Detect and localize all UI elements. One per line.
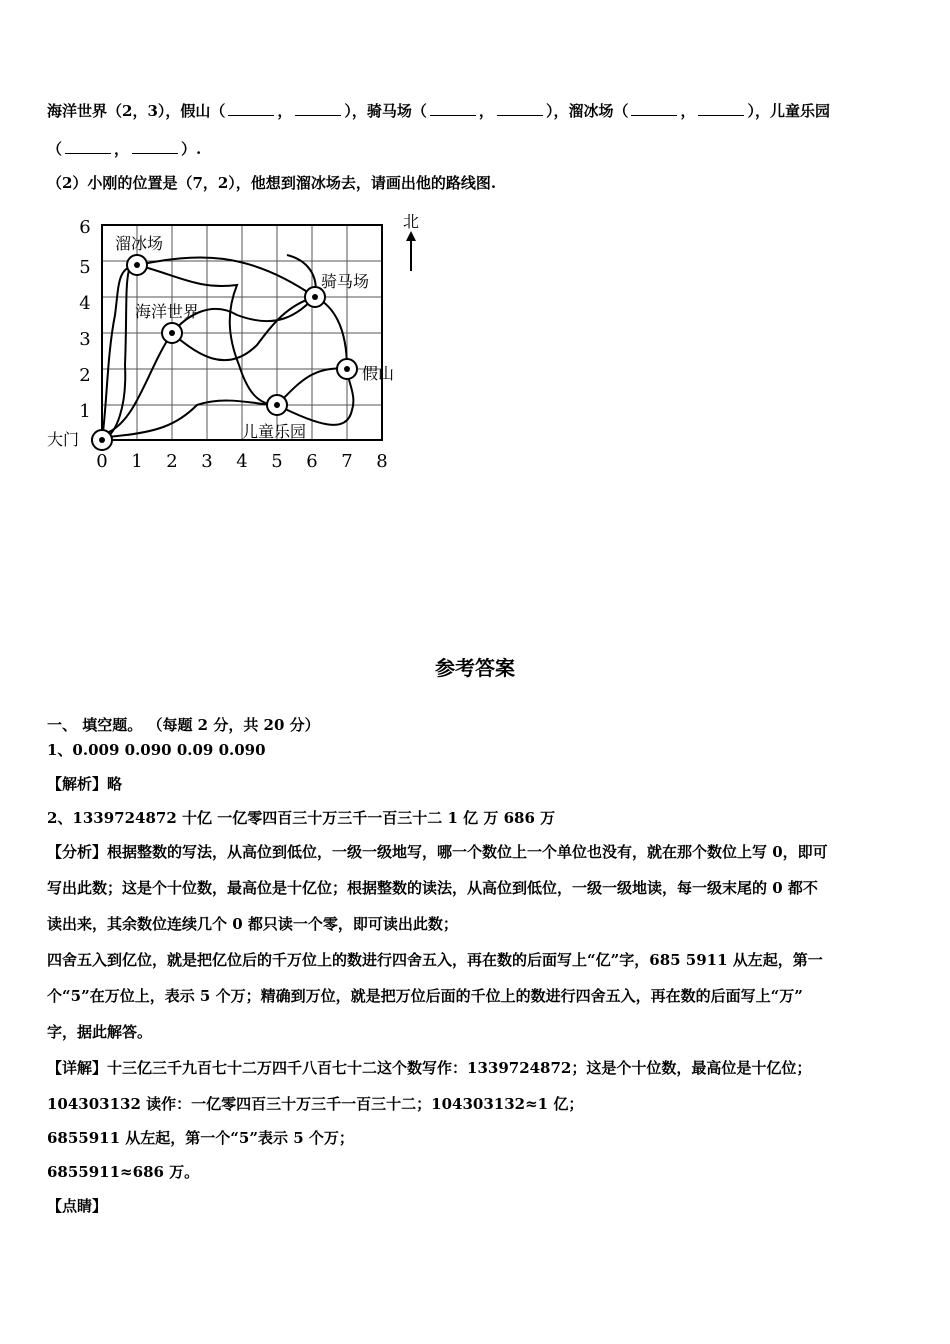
y-tick: 4 <box>79 293 91 314</box>
answer-blank[interactable] <box>631 103 677 116</box>
comment-heading: 【点睛】 <box>47 1197 108 1215</box>
kids-label: 儿童乐园 <box>242 422 307 441</box>
section-heading: 一、 填空题。 （每题 2 分，共 20 分） <box>47 716 320 734</box>
detail-line: 6855911 从左起，第一个“5”表示 5 个万； <box>47 1129 354 1147</box>
detail-line: 6855911≈686 万。 <box>47 1163 200 1181</box>
q-text-3: ），溜冰场（ <box>545 102 629 120</box>
north-arrow <box>403 212 419 271</box>
analysis-line: 个“5”在万位上，表示 5 个万；精确到万位，就是把万位后面的千位上的数进行四舍五入，再在数的后面写上“万” <box>47 987 803 1005</box>
gate-label: 大门 <box>47 430 80 449</box>
rockery-label: 假山 <box>362 364 395 383</box>
x-tick: 8 <box>376 451 388 472</box>
answer-blank[interactable] <box>430 103 476 116</box>
x-tick: 7 <box>341 451 353 472</box>
ocean-label: 海洋世界 <box>135 302 200 321</box>
north-label: 北 <box>403 212 420 231</box>
answer-blank[interactable] <box>698 103 744 116</box>
q-text-2: ），骑马场（ <box>344 102 427 120</box>
q-comma: ， <box>114 140 130 158</box>
analysis-line: 四舍五入到亿位，就是把亿位后的千万位上的数进行四舍五入，再在数的后面写上“亿”字，685 5911 从左起，第一 <box>47 951 823 969</box>
x-tick: 0 <box>96 451 108 472</box>
detail-line: 【详解】十三亿三千九百七十二万四千八百七十二这个数写作：1339724872；这是个十位数，最高位是十亿位； <box>47 1059 812 1077</box>
y-tick: 3 <box>79 329 91 350</box>
answer-blank[interactable] <box>497 103 543 116</box>
horse-label: 骑马场 <box>321 272 370 291</box>
y-tick: 6 <box>79 217 91 238</box>
x-tick: 6 <box>306 451 318 472</box>
answer-1: 1、0.009 0.090 0.09 0.090 <box>47 741 266 759</box>
park-map <box>47 205 427 475</box>
q-paren-open: （ <box>47 140 63 158</box>
analysis-line: 【分析】根据整数的写法，从高位到低位，一级一级地写，哪一个数位上一个单位也没有，就在那个数位上写 0，即可 <box>47 843 828 861</box>
x-tick: 4 <box>236 451 248 472</box>
answer-blank[interactable] <box>295 103 341 116</box>
y-tick: 1 <box>79 401 91 422</box>
question-line-1 <box>47 101 830 121</box>
analysis-line: 读出来，其余数位连续几个 0 都只读一个零，即可读出此数； <box>47 915 458 933</box>
y-axis-labels <box>79 217 90 422</box>
q-text-4: ），儿童乐园 <box>747 102 830 120</box>
y-tick: 2 <box>79 365 91 386</box>
analysis-line: 写出此数；这是个十位数，最高位是十亿位；根据整数的读法，从高位到低位，一级一级地读，每一级末尾的 0 都不 <box>47 879 818 897</box>
answer-title: 参考答案 <box>435 656 515 680</box>
detail-line: 104303132 读作：一亿零四百三十万三千一百三十二；104303132≈1 亿； <box>47 1095 584 1113</box>
north-arrow-icon <box>406 231 416 241</box>
x-axis-labels <box>96 451 387 472</box>
x-tick: 3 <box>201 451 213 472</box>
answer-blank[interactable] <box>132 141 178 154</box>
q-comma: ， <box>478 102 494 120</box>
x-tick: 1 <box>131 451 143 472</box>
answer-2: 2、1339724872 十亿 一亿零四百三十万三千一百三十二 1 亿 万 686 万 <box>47 809 556 827</box>
q-paren-close: ）. <box>181 140 202 158</box>
answer-blank[interactable] <box>65 141 111 154</box>
q-comma: ， <box>277 102 293 120</box>
place-markers <box>92 255 357 450</box>
roads <box>102 255 353 440</box>
x-tick: 2 <box>166 451 178 472</box>
place-labels <box>47 234 394 449</box>
y-tick: 5 <box>79 257 91 278</box>
question-line-2 <box>47 139 201 159</box>
question-part-2: （2）小刚的位置是（7，2），他想到溜冰场去，请画出他的路线图. <box>47 174 497 192</box>
analysis-line: 字，据此解答。 <box>47 1023 153 1041</box>
x-tick: 5 <box>271 451 283 472</box>
q-text-1: 海洋世界（2，3），假山（ <box>47 102 226 120</box>
answer-blank[interactable] <box>228 103 274 116</box>
q-comma: ， <box>680 102 696 120</box>
answer-1-note: 【解析】略 <box>47 775 123 793</box>
rink-label: 溜冰场 <box>115 234 164 253</box>
